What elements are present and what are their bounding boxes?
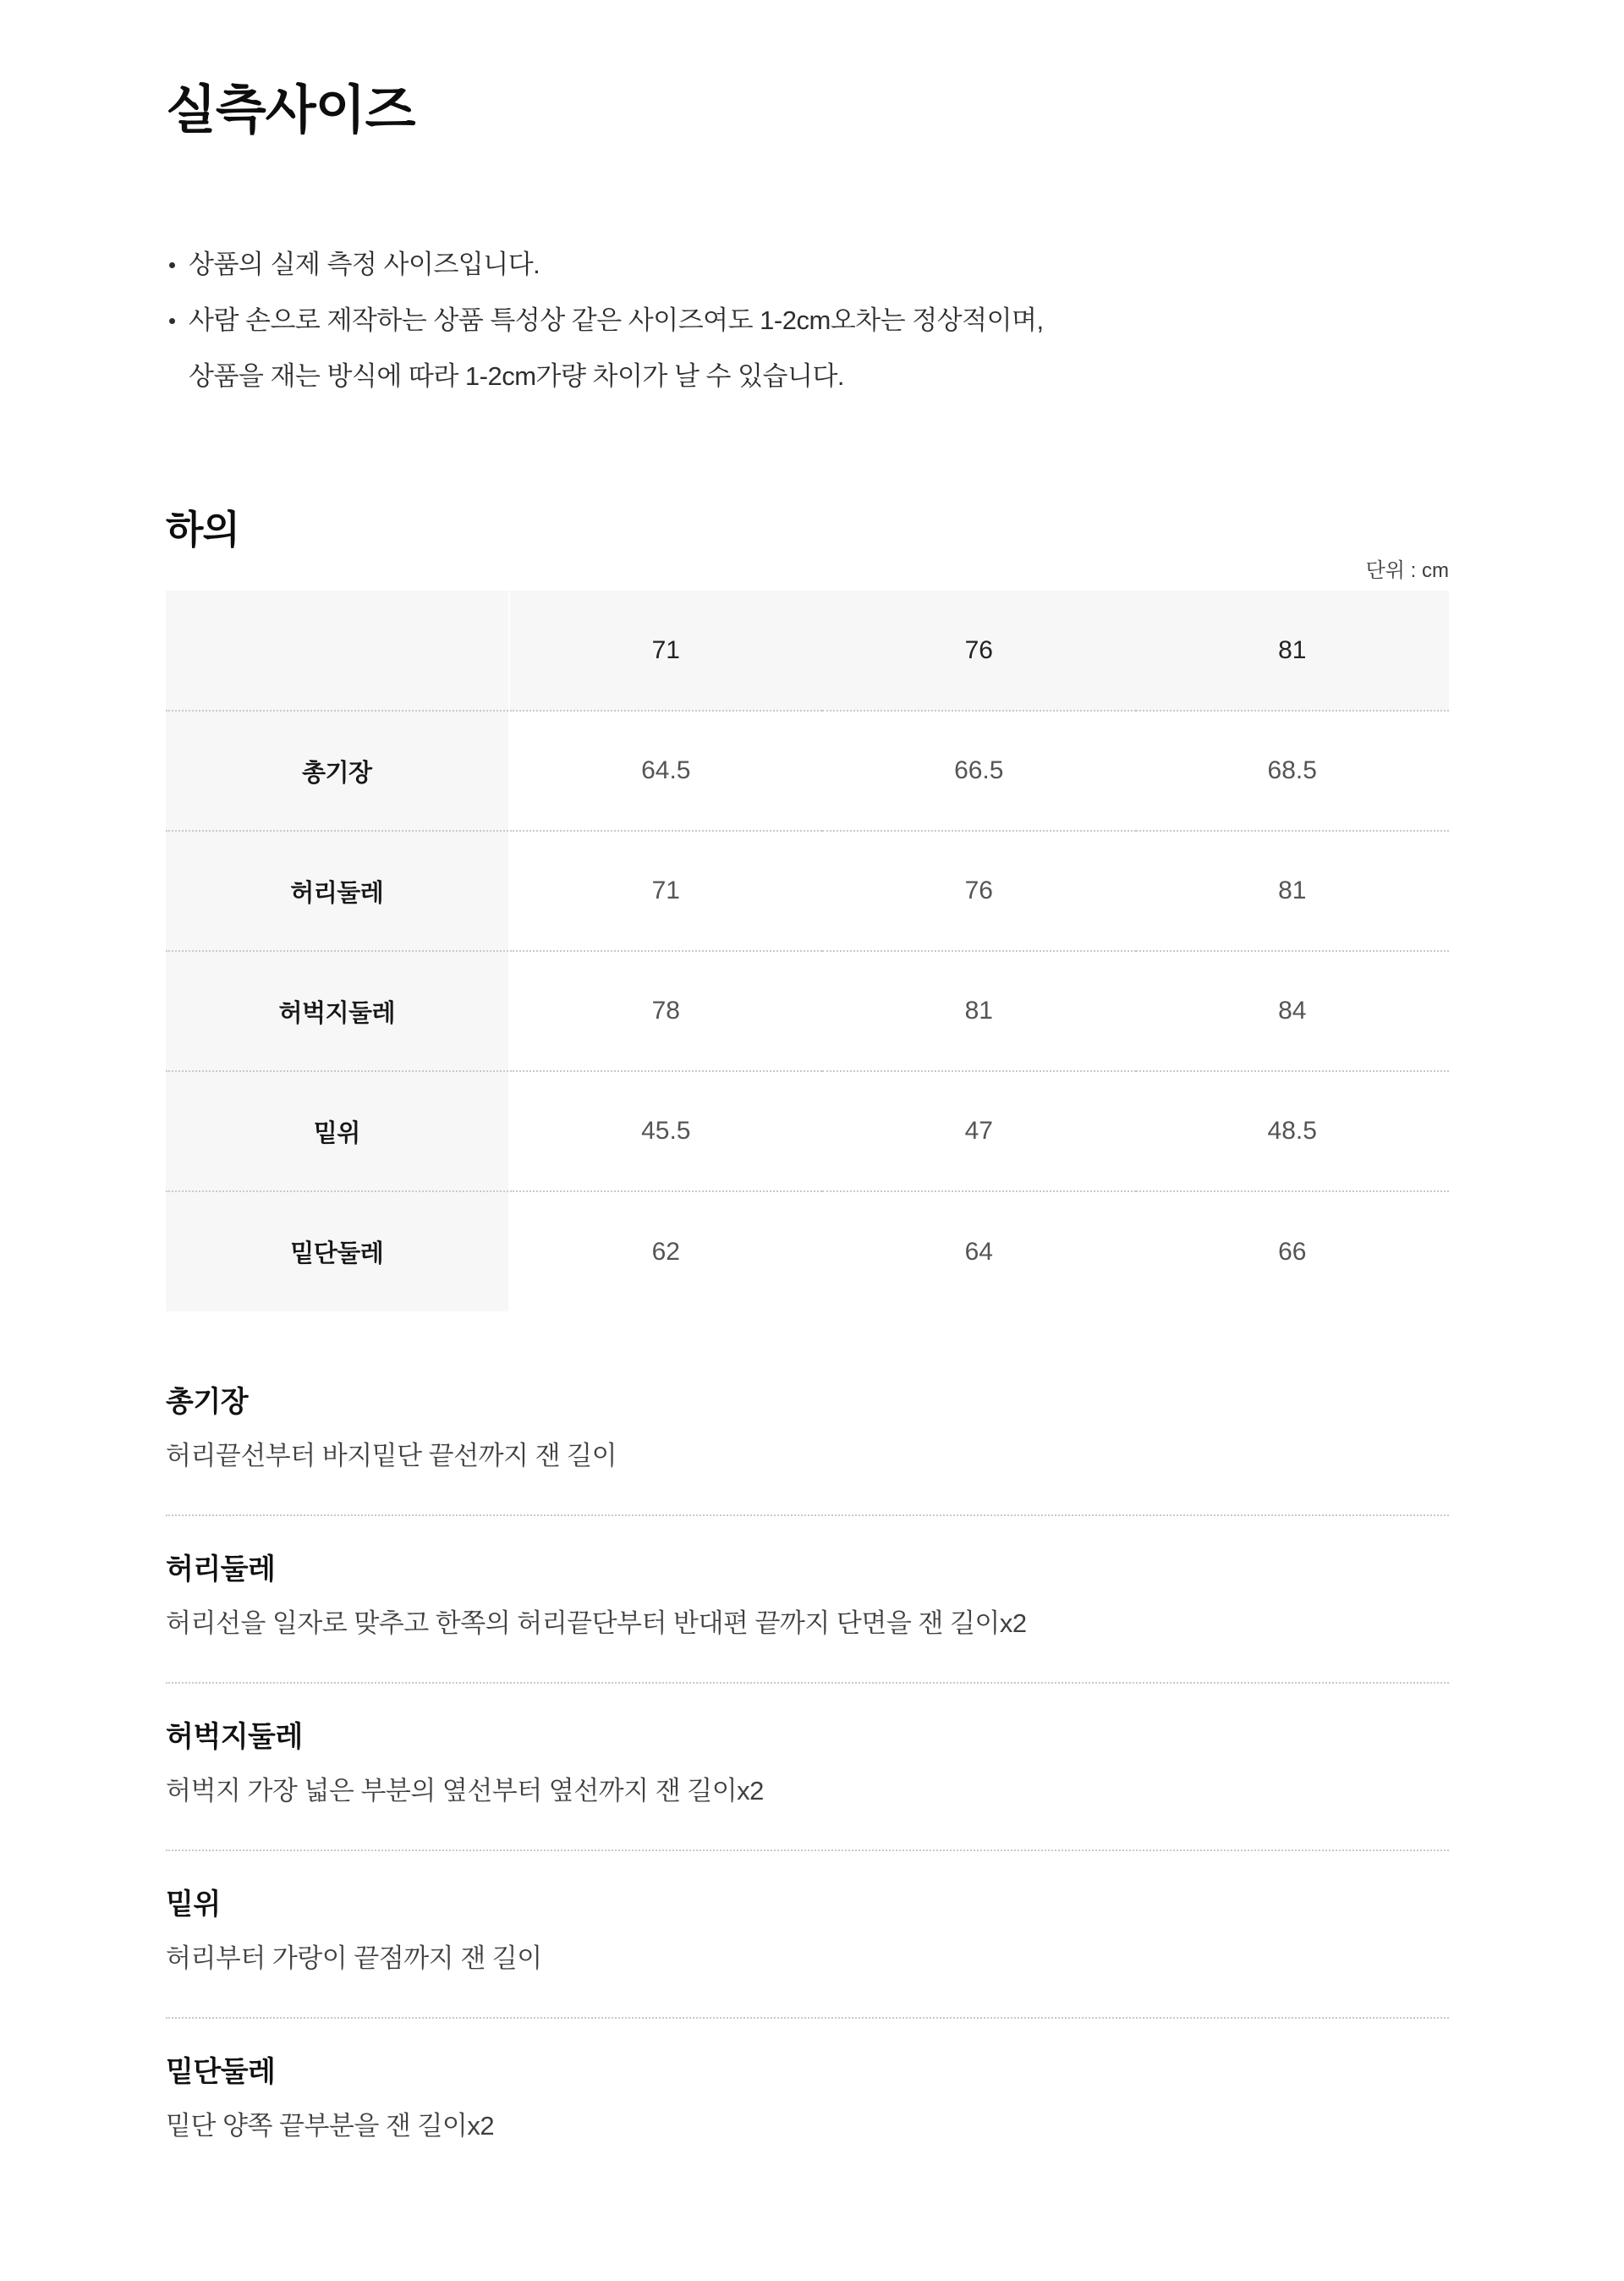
size-value: 64.5 (509, 711, 822, 831)
note-item-continuation: 상품을 재는 방식에 따라 1-2cm가량 차이가 날 수 있습니다. (189, 361, 845, 391)
row-label: 밑위 (166, 1071, 509, 1191)
note-item: 사람 손으로 제작하는 상품 특성상 같은 사이즈여도 1-2cm오차는 정상적이며, (166, 293, 1449, 349)
definition-description: 허벅지 가장 넓은 부분의 옆선부터 옆선까지 잰 길이x2 (166, 1776, 764, 1806)
definition-item (166, 1851, 1449, 2019)
row-label: 총기장 (166, 711, 509, 831)
size-value: 81 (822, 951, 1135, 1071)
definition-term: 허리둘레 (166, 1553, 276, 1586)
column-header-size: 76 (822, 591, 1135, 711)
size-value: 47 (822, 1071, 1135, 1191)
notes-list (166, 237, 1449, 404)
measurement-definitions (166, 1349, 1449, 2185)
size-table-header-row (166, 591, 1449, 711)
table-row (166, 711, 1449, 831)
table-row (166, 951, 1449, 1071)
definition-item (166, 2019, 1449, 2185)
row-label: 허벅지둘레 (166, 951, 509, 1071)
size-value: 81 (1136, 831, 1450, 951)
note-item: 상품의 실제 측정 사이즈입니다. (166, 237, 1449, 293)
table-row (166, 831, 1449, 951)
size-value: 45.5 (509, 1071, 822, 1191)
definition-description: 허리부터 가랑이 끝점까지 잰 길이 (166, 1943, 542, 1973)
column-header-size: 81 (1136, 591, 1450, 711)
definition-description: 밑단 양쪽 끝부분을 잰 길이x2 (166, 2111, 495, 2141)
size-value: 66.5 (822, 711, 1135, 831)
definition-item (166, 1516, 1449, 1684)
definition-term: 총기장 (166, 1386, 249, 1418)
section-heading-bottoms: 하의 (166, 508, 239, 552)
size-value: 64 (822, 1191, 1135, 1311)
size-value: 78 (509, 951, 822, 1071)
size-value: 62 (509, 1191, 822, 1311)
unit-label: 단위 : cm (1365, 559, 1449, 582)
definition-term: 밑단둘레 (166, 2056, 276, 2088)
size-value: 66 (1136, 1191, 1450, 1311)
definition-item (166, 1349, 1449, 1516)
table-row (166, 1191, 1449, 1311)
size-value: 48.5 (1136, 1071, 1450, 1191)
size-guide-page (0, 81, 1624, 2185)
row-label: 허리둘레 (166, 831, 509, 951)
size-table-corner-cell (166, 591, 509, 711)
size-value: 84 (1136, 951, 1450, 1071)
size-table (166, 591, 1449, 1311)
definition-description: 허리끝선부터 바지밑단 끝선까지 잰 길이 (166, 1441, 617, 1470)
size-value: 71 (509, 831, 822, 951)
definition-description: 허리선을 일자로 맞추고 한쪽의 허리끝단부터 반대편 끝까지 단면을 잰 길이x2 (166, 1608, 1027, 1638)
page-title: 실측사이즈 (166, 81, 415, 140)
size-value: 76 (822, 831, 1135, 951)
definition-item (166, 1684, 1449, 1851)
column-header-size: 71 (509, 591, 822, 711)
table-row (166, 1071, 1449, 1191)
definition-term: 허벅지둘레 (166, 1721, 303, 1753)
definition-term: 밑위 (166, 1888, 221, 1921)
row-label: 밑단둘레 (166, 1191, 509, 1311)
size-value: 68.5 (1136, 711, 1450, 831)
